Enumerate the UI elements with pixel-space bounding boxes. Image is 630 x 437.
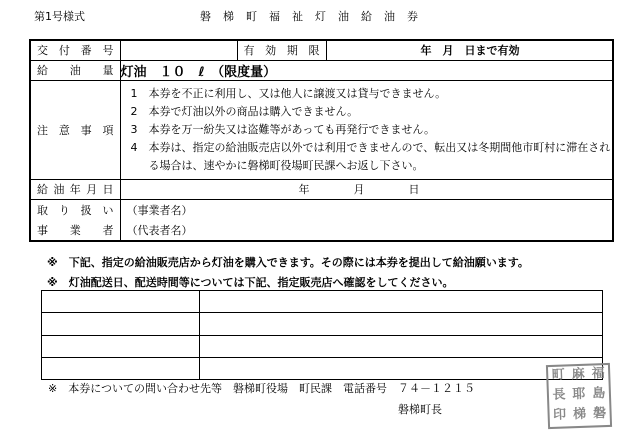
- seal-char: 麻: [571, 366, 586, 383]
- note-item: 2 本券で灯油以外の商品は購入できません。: [130, 104, 359, 118]
- notes-list: [120, 80, 613, 179]
- page-title: 磐梯町福祉灯油給油券: [200, 10, 430, 23]
- issue-no-label: 交付番号: [30, 40, 120, 60]
- instruction-2: ※ 灯油配送日、配送時間等については下記、指定販売店へ確認をしてください。: [47, 276, 454, 289]
- seal-char: 島: [592, 386, 606, 402]
- form-number: 第1号様式: [34, 10, 85, 23]
- issue-no-field[interactable]: [120, 40, 237, 60]
- mayor-title: 磐梯町長: [398, 403, 442, 416]
- shop-table: [41, 290, 603, 380]
- handler-label-1: 取り扱い: [30, 199, 120, 220]
- note-item: 4 本券は、指定の給油販売店以外では利用できませんので、転出又は冬期間他市町村に滞在される場合は、速やかに磐梯町役場町民課へお返し下さい。: [130, 140, 611, 172]
- shop-cell[interactable]: [200, 291, 603, 313]
- shop-cell[interactable]: [42, 335, 200, 357]
- note-item: 3 本券を万一紛失又は盗難等があっても再発行できません。: [130, 122, 436, 136]
- seal-char: 町: [551, 367, 566, 383]
- validity-value: 年 月 日まで有効: [326, 40, 613, 60]
- shop-cell[interactable]: [42, 357, 200, 379]
- date-value: 年 月 日: [120, 179, 613, 199]
- contact-info: ※ 本券についての問い合わせ先等 磐梯町役場 町民課 電話番号 ７４－１２１５: [48, 382, 475, 395]
- validity-label: 有効期限: [237, 40, 326, 60]
- seal-char: 耶: [572, 386, 586, 403]
- note-item: 1 本券を不正に利用し、又は他人に譲渡又は貸与できません。: [130, 86, 447, 100]
- instruction-1: ※ 下記、指定の給油販売店から灯油を購入できます。その際には本券を提出して給油願います。: [47, 256, 529, 269]
- date-label: 給油年月日: [30, 179, 120, 199]
- seal-char: 梯: [572, 406, 587, 423]
- handler-label-2: 事業者: [30, 220, 120, 241]
- representative-name: （代表者名）: [120, 220, 613, 241]
- amount-value: 灯油 １０ ℓ （限度量）: [120, 60, 613, 80]
- shop-cell[interactable]: [200, 313, 603, 335]
- seal-char: 印: [552, 407, 567, 423]
- business-name: （事業者名）: [120, 199, 613, 220]
- official-seal: [546, 363, 612, 429]
- coupon-table: [29, 39, 614, 242]
- shop-cell[interactable]: [200, 357, 603, 379]
- amount-label: 給油量: [30, 60, 120, 80]
- shop-cell[interactable]: [42, 291, 200, 313]
- shop-cell[interactable]: [42, 313, 200, 335]
- seal-char: 福: [591, 366, 605, 382]
- notes-label: 注意事項: [30, 80, 120, 179]
- seal-char: 長: [552, 387, 566, 403]
- seal-char: 磐: [592, 406, 607, 422]
- shop-cell[interactable]: [200, 335, 603, 357]
